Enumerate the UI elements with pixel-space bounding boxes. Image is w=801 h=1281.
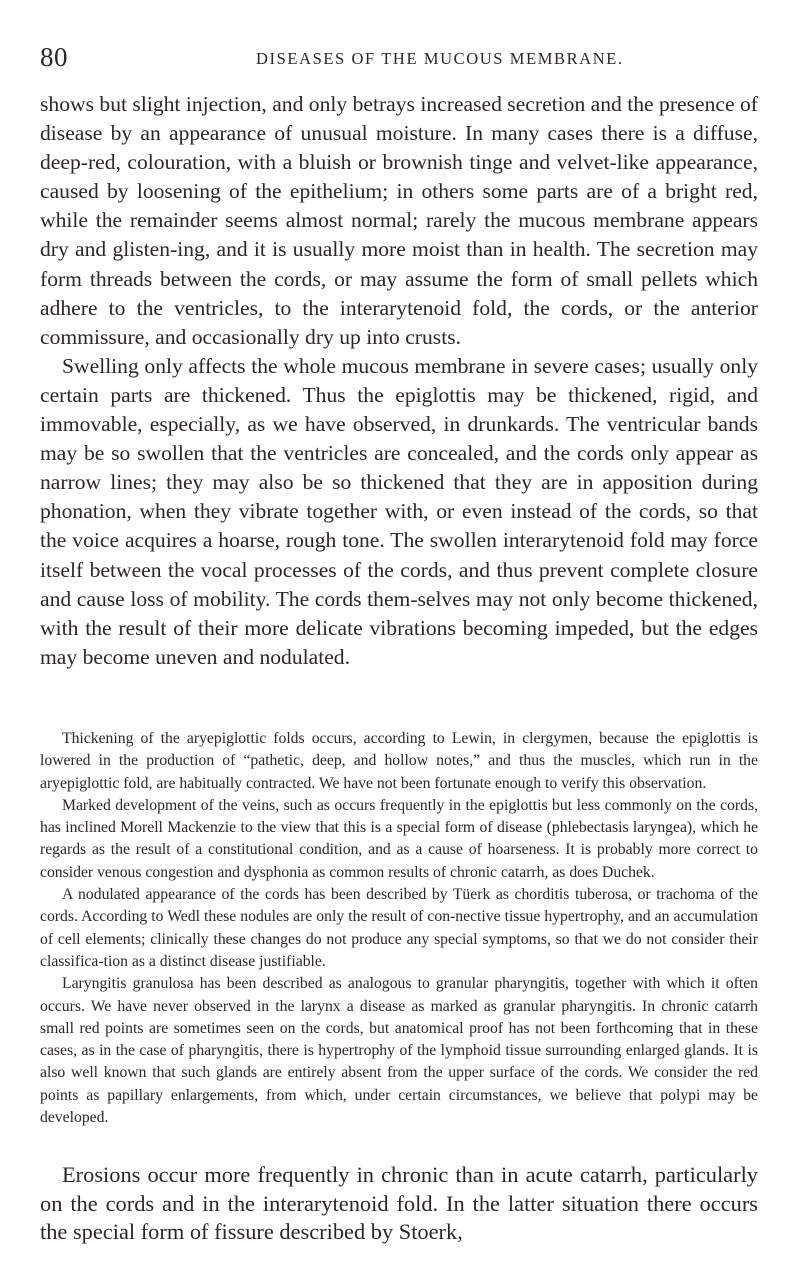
paragraph-continuation: shows but slight injection, and only betrays increased secretion and the presence of disease by an appearance of unusual moisture. In many cases there is a diffuse, deep-red, colouration, with a bluish or brownish tinge and velvet-like appearance, caused by loosening of the epithelium; in others some parts are of a bright red, while the remainder seems almost normal; rarely the mucous membrane appears dry and glisten-ing, and it is usually more moist than in health. The secretion may form threads between the cords, or may assume the form of small pellets which adhere to the ventricles, to the interarytenoid fold, the cords, or the anterior commissure, and occasionally dry up into crusts. bbox=[40, 92, 758, 349]
note-nodulated: A nodulated appearance of the cords has been described by Tüerk as chorditis tuberosa, or trachoma of the cords. According to Wedl these nodules are only the result of con-nective tissue hypertrophy, and an accumulation of cell elements; clinically these changes do not produce any special symptoms, so that we do not consider their classifica-tion as a distinct disease justifiable. bbox=[40, 886, 758, 970]
main-text-block bbox=[40, 90, 758, 672]
note-granulosa: Laryngitis granulosa has been described as analogous to granular pharyngitis, together with which it often occurs. We have never observed in the larynx a disease as marked as granular pharyngitis. In chronic catarrh small red points are sometimes seen on the cords, but anatomical proof has not been forthcoming that in these cases, as in the case of pharyngitis, there is hypertrophy of the lymphoid tissue surrounding enlarged glands. It is also well known that such glands are entirely absent from the upper surface of the cords. We consider the red points as papillary enlargements, from which, under certain circumstances, we believe that polypi may be developed. bbox=[40, 975, 758, 1127]
note-veins: Marked development of the veins, such as occurs frequently in the epiglottis but less commonly on the cords, has inclined Morell Mackenzie to the view that this is a special form of disease (phlebectasis laryngea), which he regards as the result of a constitutional condition, and as a cause of hoarseness. It is probably more correct to consider venous congestion and dysphonia as common results of chronic catarrh, as does Duchek. bbox=[40, 796, 758, 881]
running-title: DISEASES OF THE MUCOUS MEMBRANE. bbox=[256, 49, 624, 68]
note-aryepiglottic: Thickening of the aryepiglottic folds occurs, according to Lewin, in clergymen, because the epiglottis is lowered in the production of “pathetic, deep, and hollow notes,” and thus the muscles, which run in the aryepiglottic fold, are habitually contracted. We have not been fortunate enough to verify this observation. bbox=[40, 730, 758, 792]
page-number: 80 bbox=[40, 42, 68, 72]
paragraph-erosions-block bbox=[40, 1161, 758, 1247]
paragraph-swelling: Swelling only affects the whole mucous membrane in severe cases; usually only certain parts are thickened. Thus the epiglottis may be thickened, rigid, and immovable, especially, as we have observed, in drunkards. The ventricular bands may be so swollen that the ventricles are concealed, and the cords only appear as narrow lines; they may also be so thickened that they are in apposition during phonation, when they vibrate together with, or even instead of the cords, so that the voice acquires a hoarse, rough tone. The swollen interarytenoid fold may force itself between the vocal processes of the cords, and thus prevent complete closure and cause loss of mobility. The cords them-selves may not only become thickened, with the result of their more delicate vibrations becoming impeded, but the edges may become uneven and nodulated. bbox=[40, 353, 758, 669]
paragraph-erosions: Erosions occur more frequently in chronic than in acute catarrh, particularly on the cords and in the interarytenoid fold. In the latter situation there occurs the special form of fissure described by Stoerk, bbox=[40, 1162, 758, 1244]
small-print-notes bbox=[40, 728, 758, 1129]
running-head bbox=[40, 42, 777, 72]
